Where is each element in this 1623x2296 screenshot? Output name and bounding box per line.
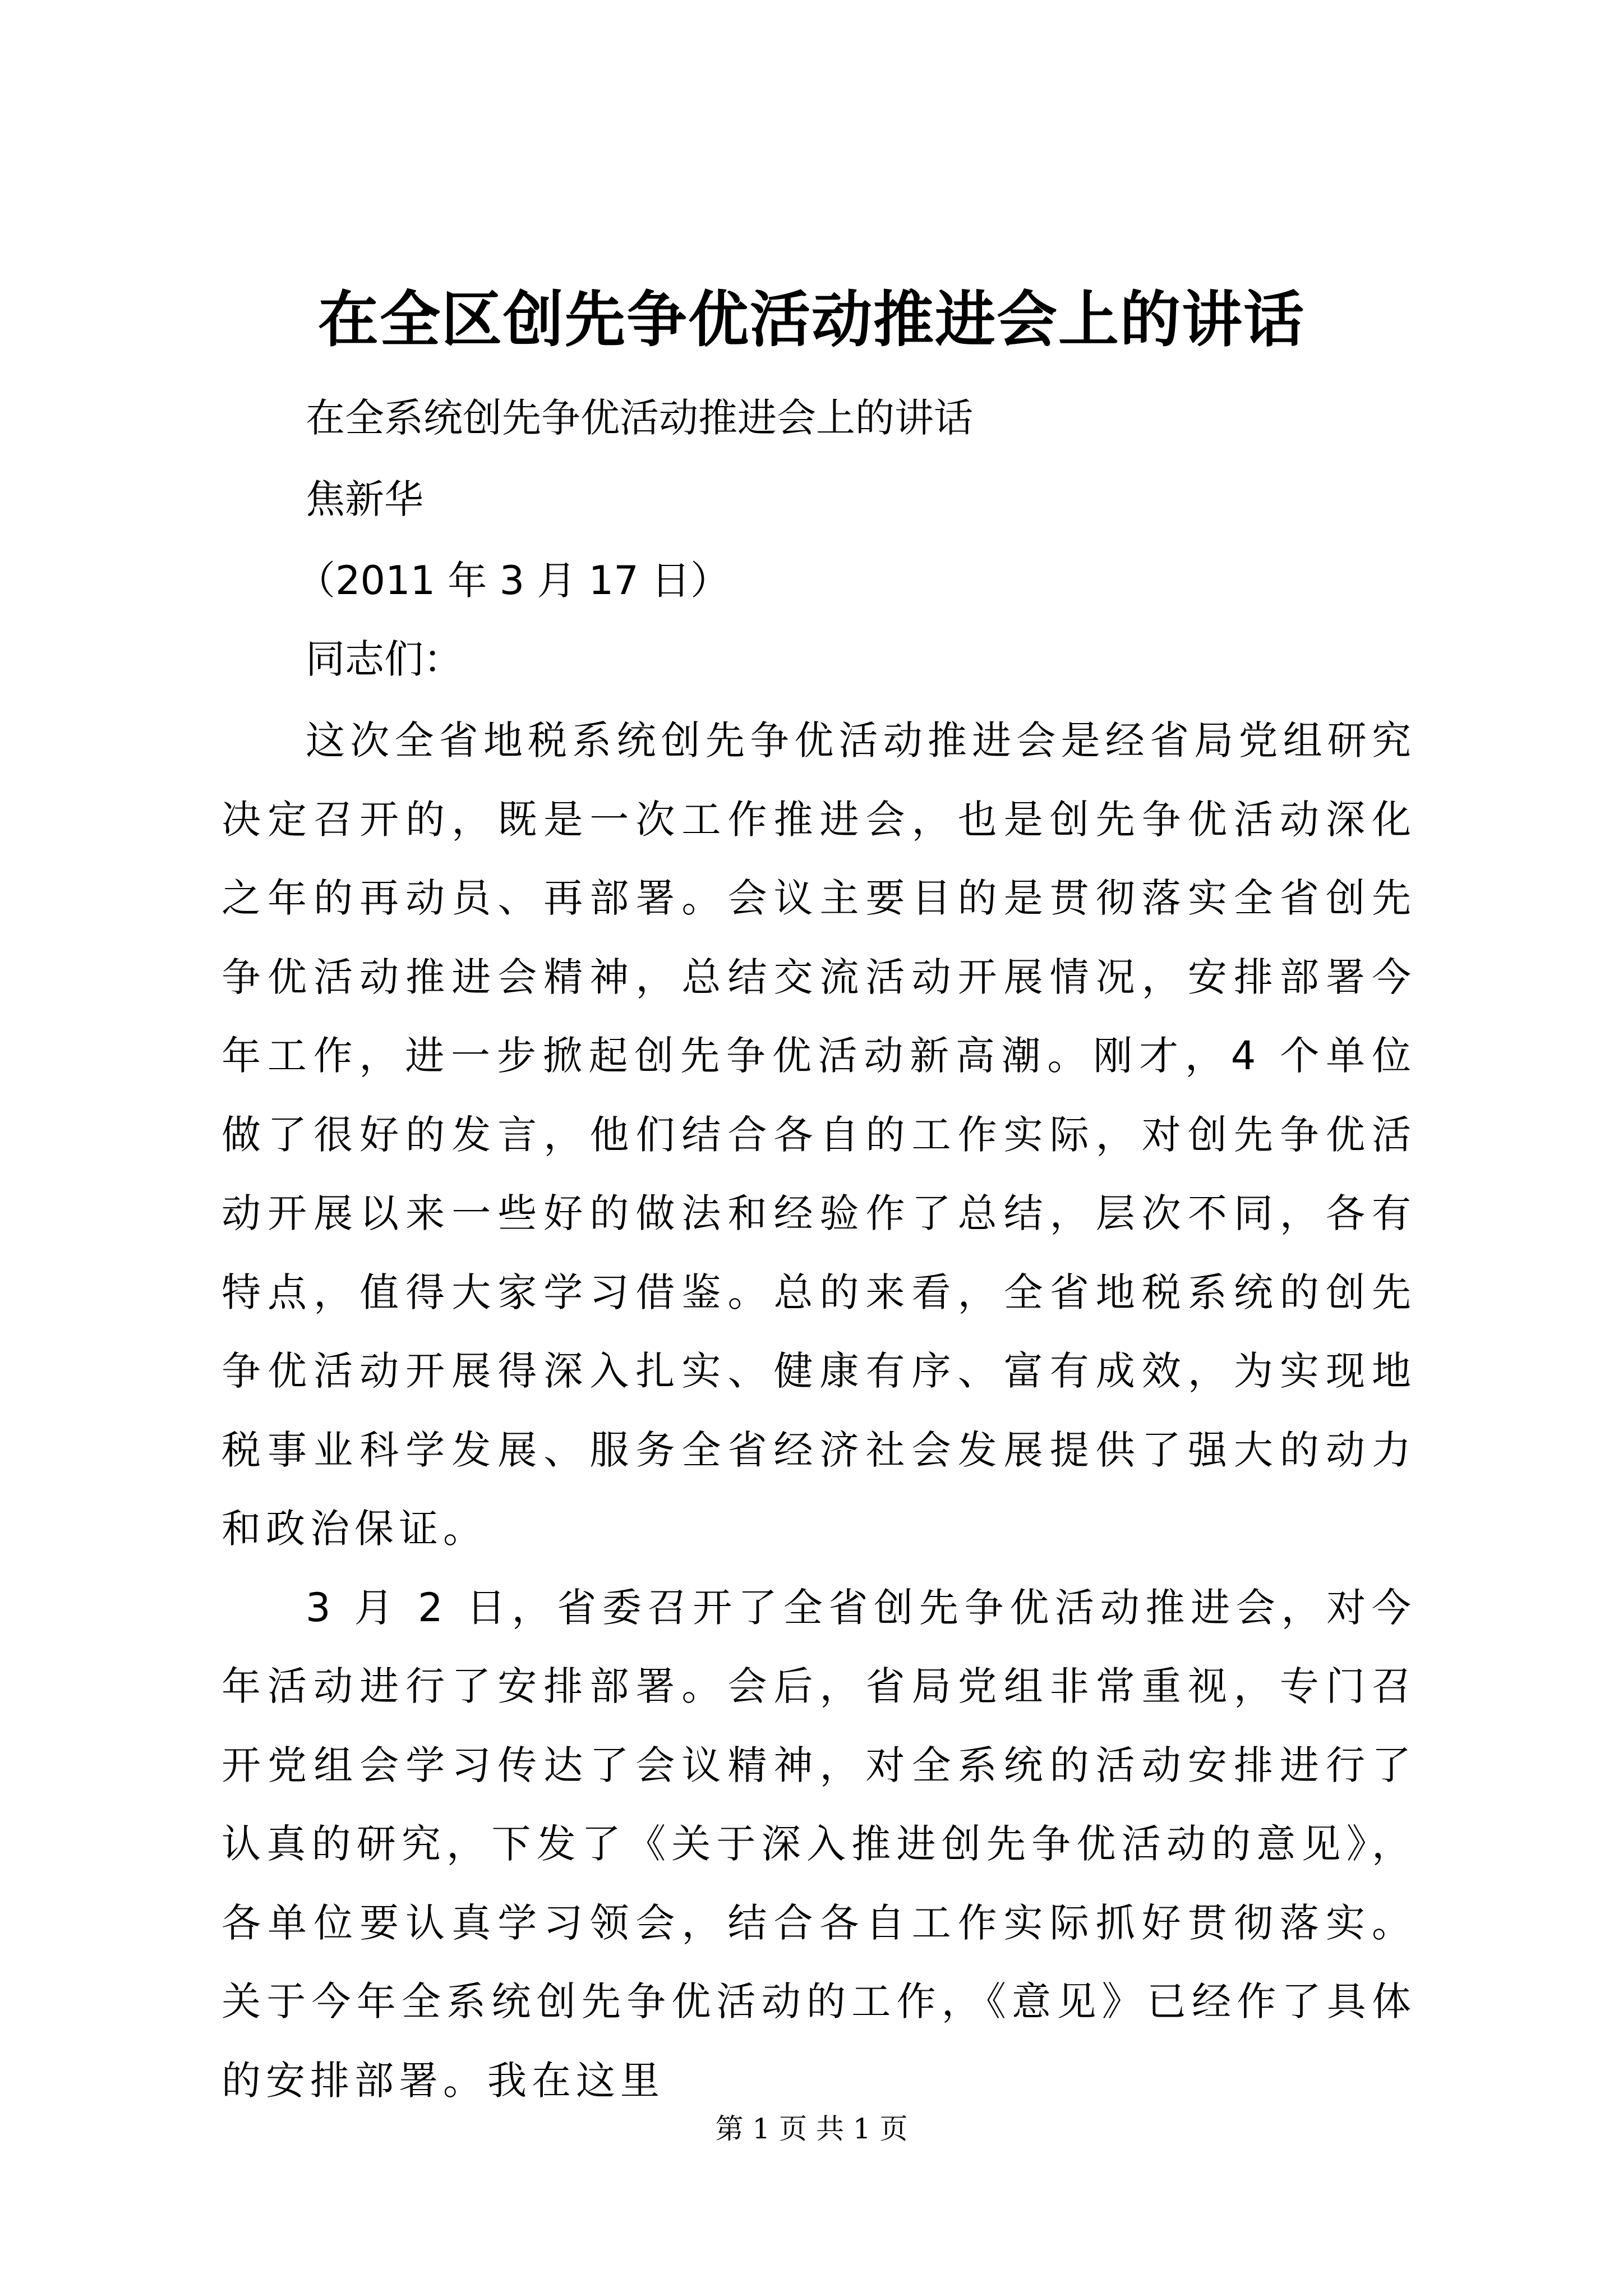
salutation: 同志们：	[306, 636, 463, 682]
speech-date: （2011 年 3 月 17 日）	[296, 558, 730, 604]
author-name: 焦新华	[306, 476, 423, 522]
page-number-footer: 第 1 页 共 1 页	[715, 2113, 908, 2145]
body-paragraph: 3 月 2 日，省委召开了全省创先争优活动推进会，对今年活动进行了安排部署。会后，省局党组非常重视，专门召开党组会学习传达了会议精神，对全系统的活动安排进行了认真的研究，下发了《关于深入推进创先争优活动的意见》，各单位要认真学习领会，结合各自工作实际抓好贯彻落实。关于今年全系统创先争优活动的工作，《意见》已经作了具体的安排部署。我在这里	[222, 1584, 1416, 2104]
body-paragraph: 这次全省地税系统创先争优活动推进会是经省局党组研究决定召开的，既是一次工作推进会，也是创先争优活动深化之年的再动员、再部署。会议主要目的是贯彻落实全省创先争优活动推进会精神，总结交流活动开展情况，安排部署今年工作，进一步掀起创先争优活动新高潮。刚才，4 个单位做了很好的发言，他们结合各自的工作实际，对创先争优活动开展以来一些好的做法和经验作了总结，层次不同，各有特点，值得大家学习借鉴。总的来看，全省地税系统的创先争优活动开展得深入扎实、健康有序、富有成效，为实现地税事业科学发展、服务全省经济社会发展提供了强大的动力和政治保证。	[222, 717, 1416, 1552]
document-title: 在全区创先争优活动推进会上的讲话	[317, 284, 1305, 355]
document-subtitle: 在全系统创先争优活动推进会上的讲话	[306, 395, 973, 441]
document-body	[222, 701, 1416, 2120]
